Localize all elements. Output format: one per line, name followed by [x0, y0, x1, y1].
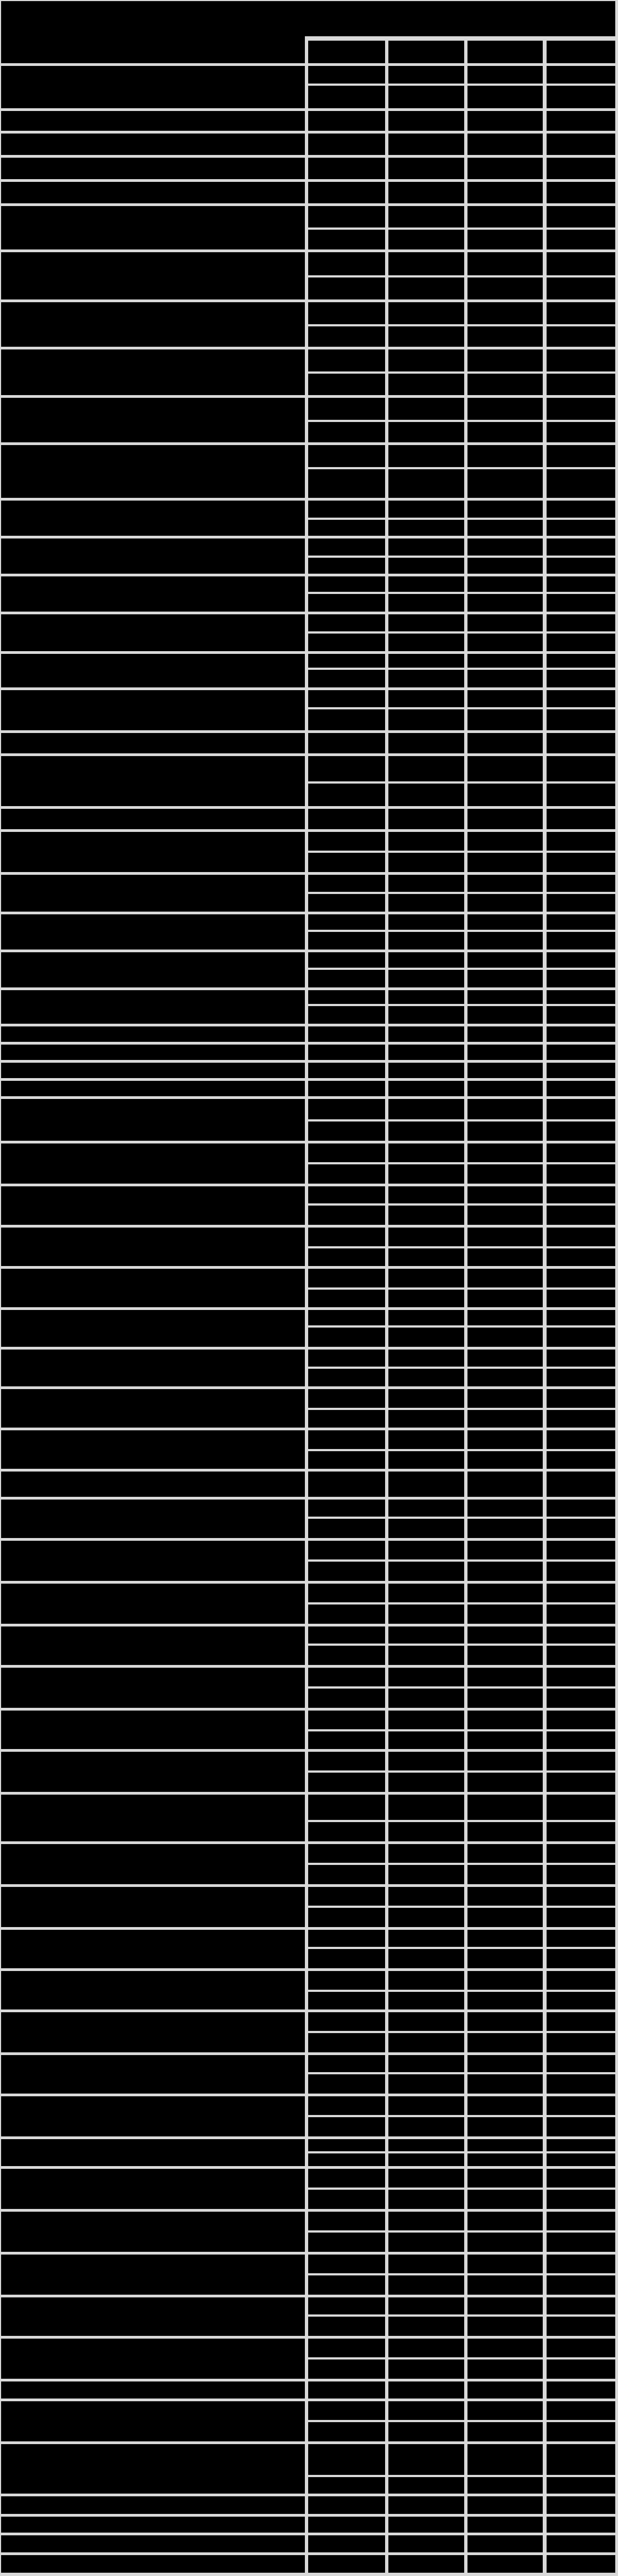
table-row: [1, 576, 615, 612]
table-row: [1, 1045, 615, 1060]
table-row: [1, 1430, 615, 1469]
table-row: [1, 952, 615, 987]
table-row: [1, 914, 615, 950]
table-row: [1, 1844, 615, 1884]
table-row: [1, 134, 615, 155]
outer-border-right: [615, 0, 618, 2576]
table-row: [1, 1668, 615, 1708]
table-row: [1, 302, 615, 347]
table-row: [1, 398, 615, 442]
table-row: [1, 1389, 615, 1428]
column-header-cell-3: [467, 41, 543, 63]
table-row: [1, 1143, 615, 1184]
table-row: [1, 1711, 615, 1749]
table-row: [1, 1350, 615, 1386]
table-row: [1, 2139, 615, 2166]
table-row: [1, 2012, 615, 2052]
table-row: [1, 2212, 615, 2252]
table-row: [1, 2496, 615, 2514]
table-row: [1, 2535, 615, 2552]
table-row: [1, 66, 615, 108]
table-row: [1, 1186, 615, 1225]
table-row: [1, 1081, 615, 1096]
table-row: [1, 2255, 615, 2295]
table-row: [1, 875, 615, 912]
table-row: [1, 2339, 615, 2379]
table-row: [1, 1887, 615, 1927]
table-row: [1, 501, 615, 536]
header-spanner-border: [305, 36, 615, 41]
table-row: [1, 654, 615, 687]
table-row: [1, 2297, 615, 2336]
table-row: [1, 1626, 615, 1665]
outer-border-bottom: [0, 2573, 618, 2576]
table-row: [1, 2096, 615, 2136]
table-row: [1, 1541, 615, 1581]
table-row: [1, 756, 615, 806]
table-row: [1, 614, 615, 651]
table-row: [1, 733, 615, 753]
table-row: [1, 1269, 615, 1307]
table-row: [1, 1063, 615, 1078]
column-header-cell-1: [308, 41, 385, 63]
table-row: [1, 690, 615, 730]
table-row: [1, 2401, 615, 2441]
table-row: [1, 1228, 615, 1266]
table-row: [1, 2517, 615, 2533]
table-row: [1, 206, 615, 249]
table-row: [1, 2555, 615, 2573]
table-row: [1, 1584, 615, 1624]
table-row: [1, 1795, 615, 1841]
table-row: [1, 111, 615, 131]
table-row: [1, 182, 615, 203]
table-row: [1, 1500, 615, 1538]
column-header-cell-4: [547, 41, 615, 63]
table-row: [1, 158, 615, 179]
table-row: [1, 2055, 615, 2094]
table-row: [1, 252, 615, 299]
table-row: [1, 1971, 615, 2009]
column-header-cell-2: [388, 41, 464, 63]
table-row: [1, 990, 615, 1024]
row-label-header-cell: [1, 1, 305, 63]
table-row: [1, 1752, 615, 1792]
table-row: [1, 1930, 615, 1968]
table-row: [1, 2444, 615, 2494]
table-row: [1, 1099, 615, 1141]
table-row: [1, 1472, 615, 1497]
table-row: [1, 2169, 615, 2209]
table-row: [1, 832, 615, 872]
table-row: [1, 538, 615, 574]
table-row: [1, 809, 615, 829]
table-row: [1, 1310, 615, 1347]
table-row: [1, 1026, 615, 1042]
table-row: [1, 2381, 615, 2399]
table-row: [1, 445, 615, 498]
table-row: [1, 349, 615, 395]
